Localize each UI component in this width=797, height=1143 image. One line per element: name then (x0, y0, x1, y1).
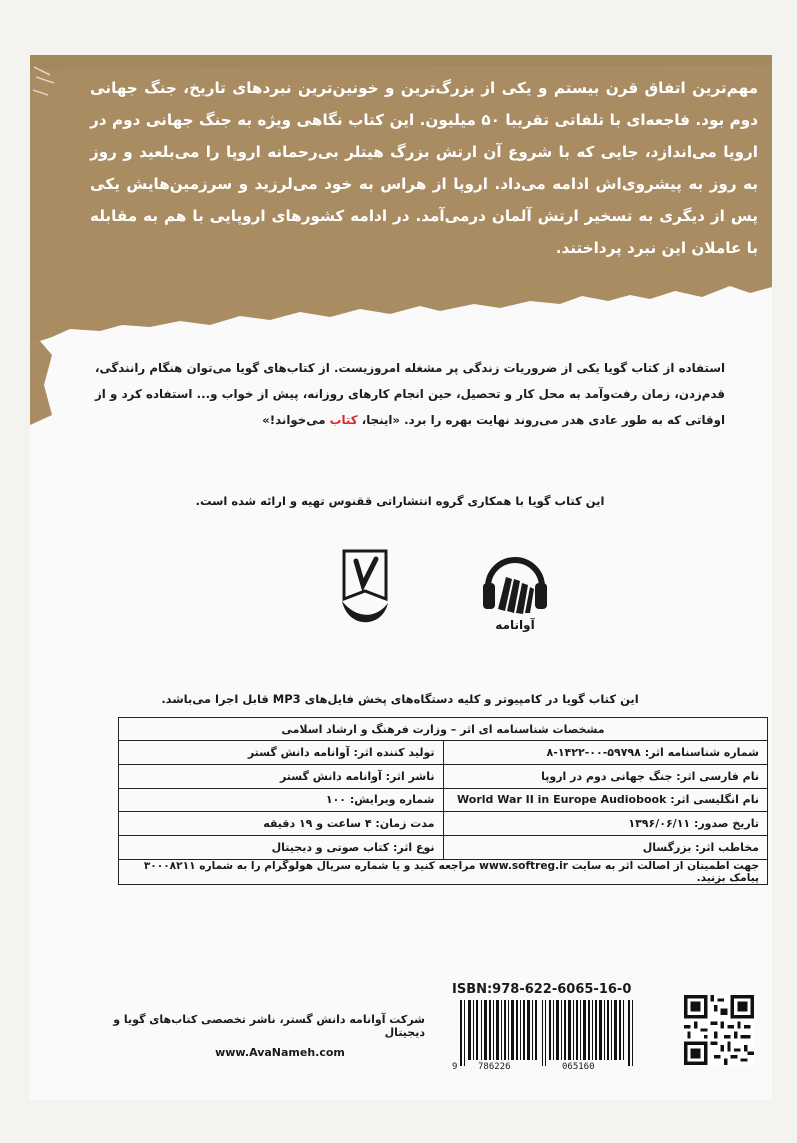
website: www.AvaNameh.com (215, 1046, 345, 1059)
barcode-right-group: 065160 (562, 1062, 595, 1072)
spec-row (119, 836, 768, 860)
spec-type: نوع اثر: کتاب صوتی و دیجیتال (119, 836, 444, 860)
spec-table (118, 717, 768, 885)
avanameh-logo-icon (480, 543, 550, 633)
spec-row (119, 788, 768, 812)
spec-table-header: مشخصات شناسنامه ای اثر – وزارت فرهنگ و ارشاد اسلامی (119, 718, 768, 741)
barcode-first-digit: 9 (452, 1062, 458, 1072)
ghoghnoos-logo-icon (330, 545, 400, 635)
barcode-icon (452, 1000, 642, 1066)
spec-duration: مدت زمان: ۴ ساعت و ۱۹ دقیقه (119, 812, 444, 836)
softreg-link: www.softreg.ir (479, 859, 568, 872)
barcode-left-group: 786226 (478, 1062, 511, 1072)
highlight-word: کتاب (329, 413, 358, 427)
spec-issue-date: تاریخ صدور: ۱۳۹۶/۰۶/۱۱ (443, 812, 768, 836)
spec-footer-text: جهت اطمینان از اصالت اثر به سایت (568, 859, 759, 872)
spec-row (119, 741, 768, 765)
spec-id-number: شماره شناسنامه اثر: ۵۹۷۹۸-۰۰-۱۴۲۲-۸ (443, 741, 768, 765)
ghoghnoos-logo-text: ققنوس (347, 620, 385, 631)
company-line: شرکت آوانامه دانش گستر، ناشر تخصصی کتاب‌های گویا و دیجیتال (113, 1013, 425, 1039)
spec-row (119, 859, 768, 884)
spec-producer: تولید کننده اثر: آوانامه دانش گستر (119, 741, 444, 765)
spec-authenticity-note (119, 859, 768, 884)
spec-row (119, 812, 768, 836)
avanameh-logo-text: آوانامه (495, 618, 535, 632)
spec-english-title (443, 788, 768, 812)
audiobook-description (95, 355, 725, 433)
qr-code-icon (684, 995, 754, 1065)
spec-english-title-value: World War II in Europe Audiobook (457, 793, 667, 807)
spec-english-title-label: نام انگلیسی اثر: (670, 793, 759, 807)
cooperation-note: این کتاب گویا با همکاری گروه انتشاراتی ققنوس تهیه و ارائه شده است. (195, 494, 605, 508)
spec-row (119, 764, 768, 788)
spec-footer-text-end: مراجعه کنید و یا شماره سریال هولوگرام را به شماره ۳۰۰۰۸۲۱۱ پیامک بزنید. (143, 859, 759, 884)
spec-publisher: ناشر اثر: آوانامه دانش گستر (119, 764, 444, 788)
description-text: استفاده از کتاب گویا یکی از ضروریات زندگی پر مشغله امروزیست. از کتاب‌های گویا می‌توان هنگام رانندگی، قدم‌زدن، زمان رفت‌وآمد به محل کار و تحصیل، حین انجام کارهای روزانه، پیش از خواب و... استفاده کرد و از اوقاتی که به طور عادی هدر می‌روند نهایت بهره را برد. «اینجا، (95, 361, 725, 427)
mp3-compatibility-note: این کتاب گویا در کامپیوتر و کلیه دستگاه‌های پخش فایل‌های MP3 قابل اجرا می‌باشد. (161, 692, 639, 706)
synopsis-paragraph: مهم‌ترین اتفاق قرن بیستم و یکی از بزرگ‌ترین و خونین‌ترین نبردهای تاریخ، جنگ جهانی دوم بود. فاجعه‌ای با تلفاتی تقریبا ۵۰ میلیون. این کتاب نگاهی ویژه به جنگ جهانی دوم در اروپا می‌اندازد، جایی که با شروع آن ارتش بزرگ هیتلر بی‌رحمانه اروپا را می‌بلعید و روز به روز به پیشروی‌اش ادامه می‌داد. اروپا از هراس به خود می‌لرزید و سرزمین‌هایش یکی پس از دیگری به تسخیر ارتش آلمان درمی‌آمد. در ادامه کشورهای اروپایی با هم به مقابله با عاملان این نبرد پرداختند. (90, 79, 759, 257)
spec-edition: شماره ویرایش: ۱۰۰ (119, 788, 444, 812)
spec-audience: مخاطب اثر: بزرگسال (443, 836, 768, 860)
spec-persian-title: نام فارسی اثر: جنگ جهانی دوم در اروپا (443, 764, 768, 788)
description-end: می‌خواند!» (262, 413, 330, 427)
isbn: ISBN:978-622-6065-16-0 (452, 982, 632, 997)
